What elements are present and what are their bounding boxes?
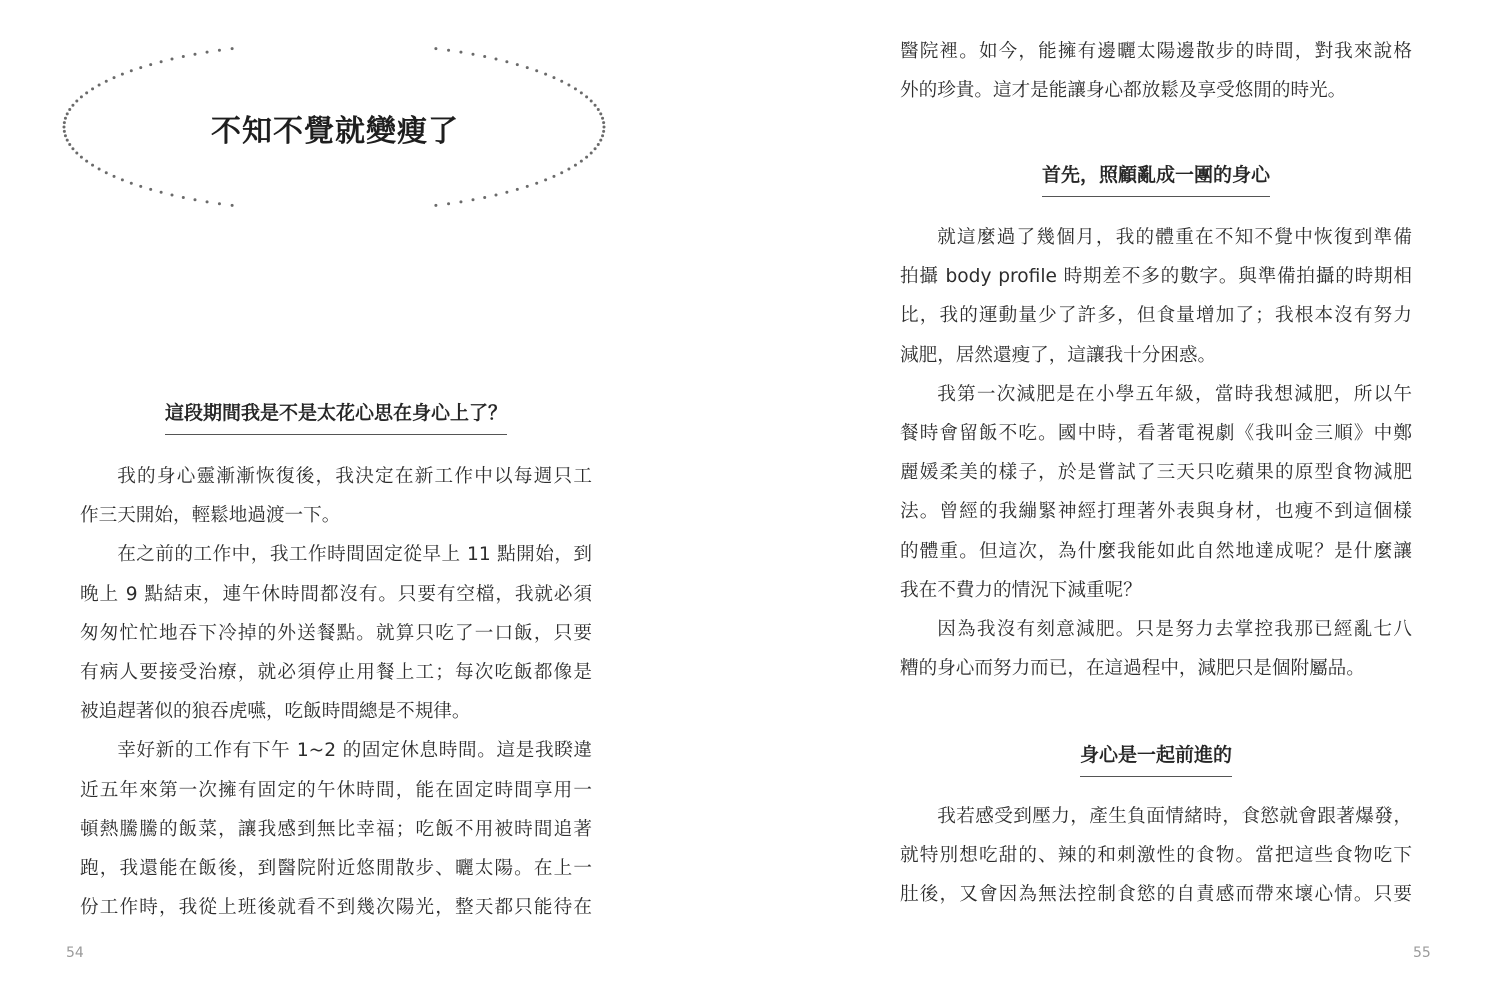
text-line: 餐時會留飯不吃。國中時，看著電視劇《我叫金三順》中鄭 <box>900 423 1412 445</box>
section-heading-text: 身心是一起前進的 <box>1080 740 1232 777</box>
text-line: 匆匆忙忙地吞下冷掉的外送餐點。就算只吃了一口飯，只要 <box>80 622 592 644</box>
text-line: 就特別想吃甜的、辣的和刺激性的食物。當把這些食物吃下 <box>900 845 1412 867</box>
text-line: 我第一次減肥是在小學五年級，當時我想減肥，所以午 <box>937 383 1412 405</box>
text-line: 我在不費力的情況下減重呢？ <box>900 579 1142 601</box>
text-line: 在之前的工作中，我工作時間固定從早上 11 點開始，到 <box>117 544 592 566</box>
text-line: 麗媛柔美的樣子，於是嘗試了三天只吃蘋果的原型食物減肥 <box>900 462 1412 484</box>
section-heading <box>900 740 1412 777</box>
text-line: 拍攝 body profile 時期差不多的數字。與準備拍攝的時期相 <box>900 266 1412 288</box>
section-heading <box>900 160 1412 197</box>
left-body-text <box>80 457 592 927</box>
text-line: 跑，我還能在飯後，到醫院附近悠閒散步、曬太陽。在上一 <box>80 858 592 880</box>
text-line: 就這麼過了幾個月，我的體重在不知不覺中恢復到準備 <box>937 227 1412 248</box>
chapter-title: 不知不覺就變瘦了 <box>211 114 459 149</box>
section-heading <box>80 398 592 435</box>
text-line: 外的珍貴。這才是能讓身心都放鬆及享受悠閒的時光。 <box>900 80 1347 102</box>
text-line: 我若感受到壓力，產生負面情緒時，食慾就會跟著爆發， <box>937 806 1412 827</box>
text-line: 幸好新的工作有下午 1~2 的固定休息時間。這是我睽違 <box>117 740 592 762</box>
page-number: 54 <box>66 945 84 961</box>
text-line: 近五年來第一次擁有固定的午休時間，能在固定時間享用一 <box>80 779 592 801</box>
text-line: 我的身心靈漸漸恢復後，我決定在新工作中以每週只工 <box>117 466 592 487</box>
text-line: 法。曾經的我繃緊神經打理著外表與身材，也瘦不到這個樣 <box>900 501 1412 523</box>
right-body-text-2 <box>900 797 1412 915</box>
text-line: 的體重。但這次，為什麼我能如此自然地達成呢？是什麼讓 <box>900 540 1412 562</box>
text-line: 糟的身心而努力而已，在這過程中，減肥只是個附屬品。 <box>900 658 1365 680</box>
right-body-text-1 <box>900 218 1412 688</box>
text-line: 因為我沒有刻意減肥。只是努力去掌控我那已經亂七八 <box>937 619 1412 641</box>
text-line: 份工作時，我從上班後就看不到幾次陽光，整天都只能待在 <box>80 897 592 919</box>
text-line: 有病人要接受治療，就必須停止用餐上工；每次吃飯都像是 <box>80 662 592 684</box>
text-line: 減肥，居然還瘦了，這讓我十分困惑。 <box>900 344 1217 366</box>
right-page <box>743 0 1486 1000</box>
text-line: 肚後，又會因為無法控制食慾的自責感而帶來壞心情。只要 <box>900 884 1412 906</box>
section-heading-text: 首先，照顧亂成一團的身心 <box>1042 160 1270 197</box>
section-heading-text: 這段期間我是不是太花心思在身心上了？ <box>165 398 507 435</box>
right-top-text <box>900 32 1412 110</box>
text-line: 晚上 9 點結束，連午休時間都沒有。只要有空檔，我就必須 <box>80 583 592 605</box>
text-line: 作三天開始，輕鬆地過渡一下。 <box>80 505 341 527</box>
text-line: 頓熱騰騰的飯菜，讓我感到無比幸福；吃飯不用被時間追著 <box>80 818 592 840</box>
text-line: 醫院裡。如今，能擁有邊曬太陽邊散步的時間，對我來說格 <box>900 41 1412 62</box>
text-line: 比，我的運動量少了許多，但食量增加了；我根本沒有努力 <box>900 305 1412 327</box>
page-number: 55 <box>1413 945 1431 961</box>
text-line: 被追趕著似的狼吞虎嚥，吃飯時間總是不規律。 <box>80 701 471 723</box>
